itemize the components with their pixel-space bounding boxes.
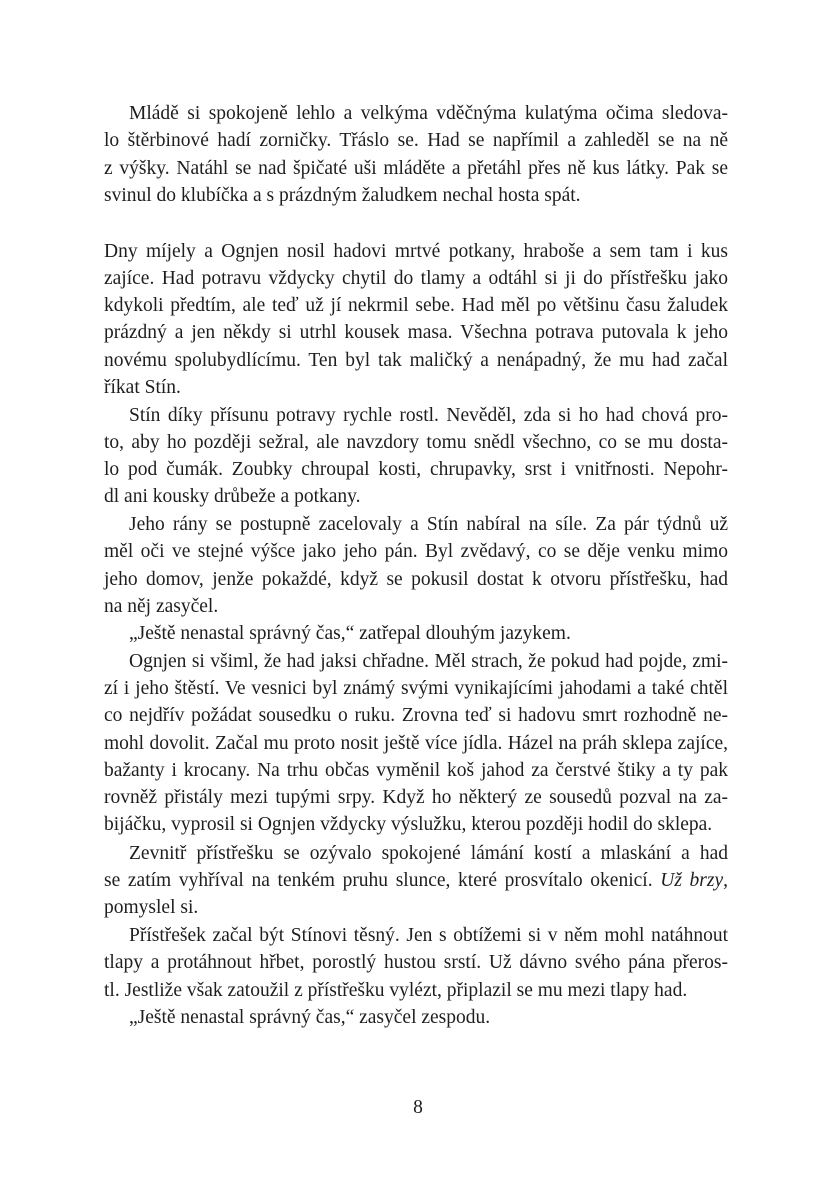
text-line xyxy=(129,922,728,949)
text-line xyxy=(129,840,728,867)
text-line xyxy=(129,1004,728,1031)
text-line xyxy=(104,730,728,757)
text-line xyxy=(104,977,728,1004)
text-line xyxy=(104,238,728,265)
text-line xyxy=(104,155,728,182)
text-line xyxy=(104,319,728,346)
text-line-content: Dny míjely a Ognjen nosil hadovi mrtvé potkany, hraboše a sem tam i kus xyxy=(104,241,728,262)
text-line xyxy=(129,100,728,127)
text-line-content: svinul do klubíčka a s prázdným žaludkem nechal hosta spát. xyxy=(104,185,581,206)
text-line-content: Mládě si spokojeně lehlo a velkýma vděčnýma kulatýma očima sledova- xyxy=(129,103,728,124)
text-line-content: Ognjen si všiml, že had jaksi chřadne. Měl strach, že pokud had pojde, zmi- xyxy=(129,651,728,672)
text-line-content: dl ani kousky drůbeže a potkany. xyxy=(104,486,361,507)
text-line xyxy=(104,538,728,565)
text-line xyxy=(104,483,728,510)
text-line xyxy=(104,894,728,921)
text-line xyxy=(104,675,728,702)
page-number: 8 xyxy=(413,1097,423,1118)
text-line xyxy=(104,127,728,154)
text-line-content: lo štěrbinové hadí zorničky. Třáslo se. Had se napřímil a zahleděl se na ně xyxy=(104,130,728,151)
text-line-content: tlapy a protáhnout hřbet, porostlý hustou srstí. Už dávno svého pána přeros- xyxy=(104,952,728,973)
text-line xyxy=(104,456,728,483)
text-line xyxy=(104,949,728,976)
text-line xyxy=(104,757,728,784)
text-line xyxy=(129,402,728,429)
text-line-content: „Ještě nenastal správný čas,“ zasyčel zespodu. xyxy=(129,1007,491,1028)
text-line xyxy=(129,620,728,647)
text-line xyxy=(129,511,728,538)
text-line-content: říkat Stín. xyxy=(104,377,181,398)
text-line-content: měl oči ve stejné výšce jako jeho pán. Byl zvědavý, co se děje venku mimo xyxy=(104,541,728,562)
text-line-content: se zatím vyhříval na tenkém pruhu slunce, které prosvítalo okenicí. xyxy=(104,870,653,891)
text-line-content: tl. Jestliže však zatoužil z přístřešku vylézt, připlazil se mu mezi tlapy had. xyxy=(104,980,688,1001)
text-line-content: na něj zasyčel. xyxy=(104,596,219,617)
text-line-content: pomyslel si. xyxy=(104,897,199,918)
text-line-content: prázdný a jen někdy si utrhl kousek masa. Všechna potrava putovala k jeho xyxy=(104,322,728,343)
text-line-content: z výšky. Natáhl se nad špičaté uši mláděte a přetáhl přes ně kus látky. Pak se xyxy=(104,158,728,179)
text-line-content: to, aby ho později sežral, ale navzdory tomu snědl všechno, co se mu dosta- xyxy=(104,432,728,453)
text-line-content: „Ještě nenastal správný čas,“ zatřepal dlouhým jazykem. xyxy=(129,623,571,644)
text-line xyxy=(104,811,728,838)
text-line-content: rovněž přistály mezi tupými srpy. Když ho některý ze sousedů pozval na za- xyxy=(104,787,728,808)
text-line-content: mohl dovolit. Začal mu proto nosit ještě více jídla. Házel na práh sklepa zajíce, xyxy=(104,733,728,754)
text-line xyxy=(104,292,728,319)
text-line xyxy=(104,182,728,209)
text-line-content: kdykoli předtím, ale teď už jí nekrmil sebe. Had měl po většinu času žaludek xyxy=(104,295,728,316)
text-line-content: Jeho rány se postupně zacelovaly a Stín nabíral na síle. Za pár týdnů už xyxy=(129,514,728,535)
text-line xyxy=(104,593,728,620)
punctuation: , xyxy=(723,870,729,891)
text-line-content: co nejdřív požádat sousedku o ruku. Zrovna teď si hadovu smrt rozhodně ne- xyxy=(104,705,728,726)
text-line xyxy=(104,702,728,729)
text-line xyxy=(129,648,728,675)
text-line-content: zí i jeho štěstí. Ve vesnici byl známý svými vynikajícími jahodami a také chtěl xyxy=(104,678,728,699)
text-line xyxy=(104,784,728,811)
text-line xyxy=(104,867,728,894)
text-line-content: Přístřešek začal být Stínovi těsný. Jen s obtížemi si v něm mohl natáhnout xyxy=(129,925,728,946)
text-line-content: bijáčku, vyprosil si Ognjen vždycky výslužku, kterou později hodil do sklepa. xyxy=(104,814,713,835)
text-line-content: Zevnitř přístřešku se ozývalo spokojené lámání kostí a mlaskání a had xyxy=(129,843,728,864)
text-line xyxy=(104,566,728,593)
text-line-content: lo pod čumák. Zoubky chroupal kosti, chrupavky, srst i vnitřnosti. Nepohr- xyxy=(104,459,728,480)
text-line-content: novému spolubydlícímu. Ten byl tak maličký a nenápadný, že mu had začal xyxy=(104,350,728,371)
text-line-content: jeho domov, jenže pokaždé, když se pokusil dostat k otvoru přístřešku, had xyxy=(104,569,728,590)
text-line xyxy=(104,429,728,456)
text-line xyxy=(104,374,728,401)
text-line xyxy=(104,347,728,374)
text-line-content: bažanty i krocany. Na trhu občas vyměnil koš jahod za čerstvé štiky a ty pak xyxy=(104,760,728,781)
text-line-content: Stín díky přísunu potravy rychle rostl. Nevěděl, zda si ho had chová pro- xyxy=(129,405,728,426)
text-line xyxy=(104,265,728,292)
italic-phrase: Už brzy xyxy=(660,870,724,891)
text-line-content: zajíce. Had potravu vždycky chytil do tlamy a odtáhl si ji do přístřešku jako xyxy=(104,268,728,289)
